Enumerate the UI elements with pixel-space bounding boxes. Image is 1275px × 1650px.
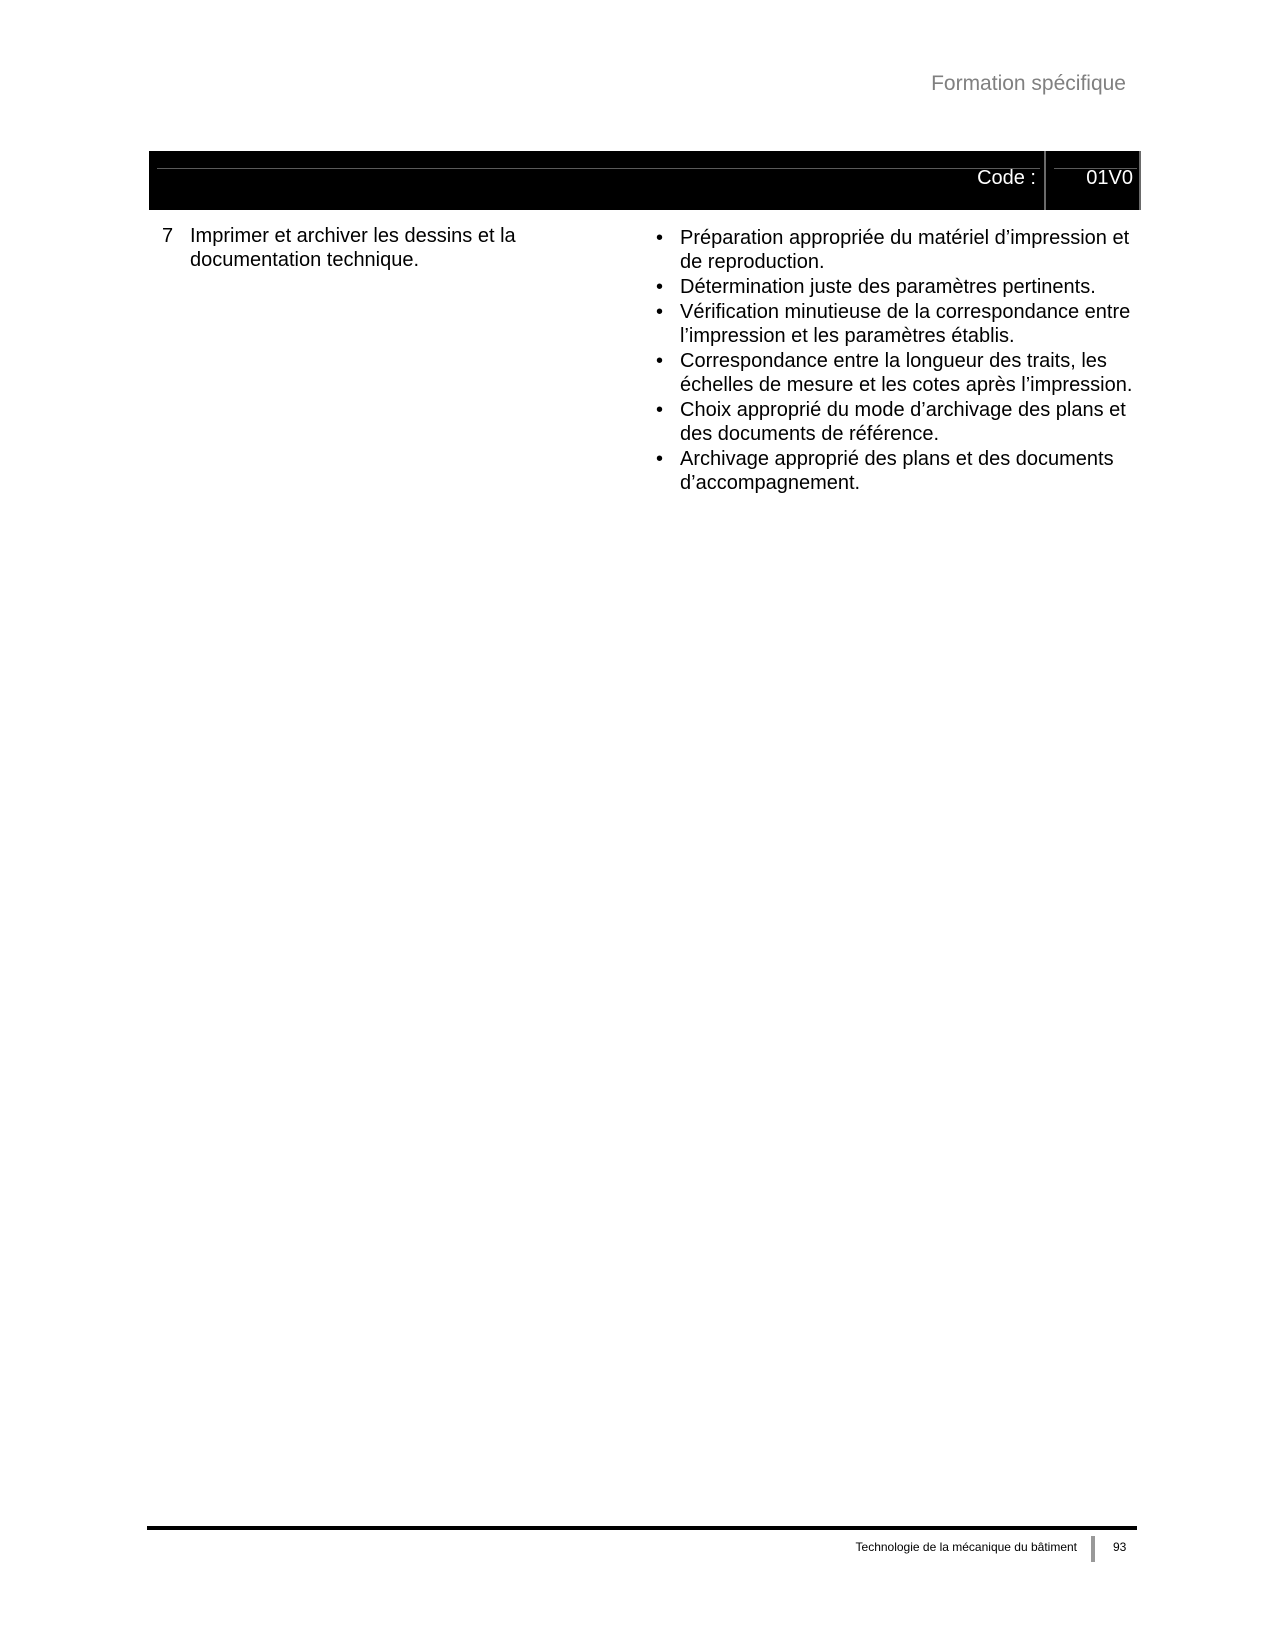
page-number: 93 <box>1113 1540 1127 1554</box>
bullet-icon: • <box>656 276 664 298</box>
code-bar-divider <box>1044 151 1046 210</box>
performance-criteria-list <box>656 226 1146 496</box>
criteria-item <box>656 398 1146 446</box>
bullet-icon: • <box>656 350 664 372</box>
footer-separator <box>1091 1536 1095 1562</box>
criteria-text: Préparation appropriée du matériel d’impression et de reproduction. <box>680 227 1130 273</box>
criteria-text: Archivage approprié des plans et des documents d’accompagnement. <box>680 448 1114 494</box>
criteria-item <box>656 447 1146 495</box>
element-text: Imprimer et archiver les dessins et la documentation technique. <box>190 225 516 271</box>
code-value: 01V0 <box>1086 167 1133 189</box>
competency-element <box>162 224 632 272</box>
code-bar-rule <box>157 168 1040 169</box>
criteria-item <box>656 300 1146 348</box>
code-bar-edge <box>1139 151 1141 210</box>
bullet-icon: • <box>656 227 664 249</box>
criteria-item <box>656 226 1146 274</box>
criteria-item <box>656 349 1146 397</box>
criteria-text: Vérification minutieuse de la correspondance entre l’impression et les paramètres établis. <box>680 301 1131 347</box>
bullet-icon: • <box>656 399 664 421</box>
criteria-text: Correspondance entre la longueur des traits, les échelles de mesure et les cotes après l’impression. <box>680 350 1133 396</box>
criteria-text: Détermination juste des paramètres pertinents. <box>680 276 1096 298</box>
criteria-item <box>656 275 1146 299</box>
bullet-icon: • <box>656 301 664 323</box>
footer-rule <box>147 1526 1137 1530</box>
page-header-title: Formation spécifique <box>931 72 1126 95</box>
criteria-text: Choix approprié du mode d’archivage des plans et des documents de référence. <box>680 399 1126 445</box>
code-label: Code : <box>977 167 1036 189</box>
footer-title: Technologie de la mécanique du bâtiment <box>855 1540 1077 1554</box>
element-number: 7 <box>162 225 174 247</box>
bullet-icon: • <box>656 448 664 470</box>
code-bar <box>149 151 1141 210</box>
